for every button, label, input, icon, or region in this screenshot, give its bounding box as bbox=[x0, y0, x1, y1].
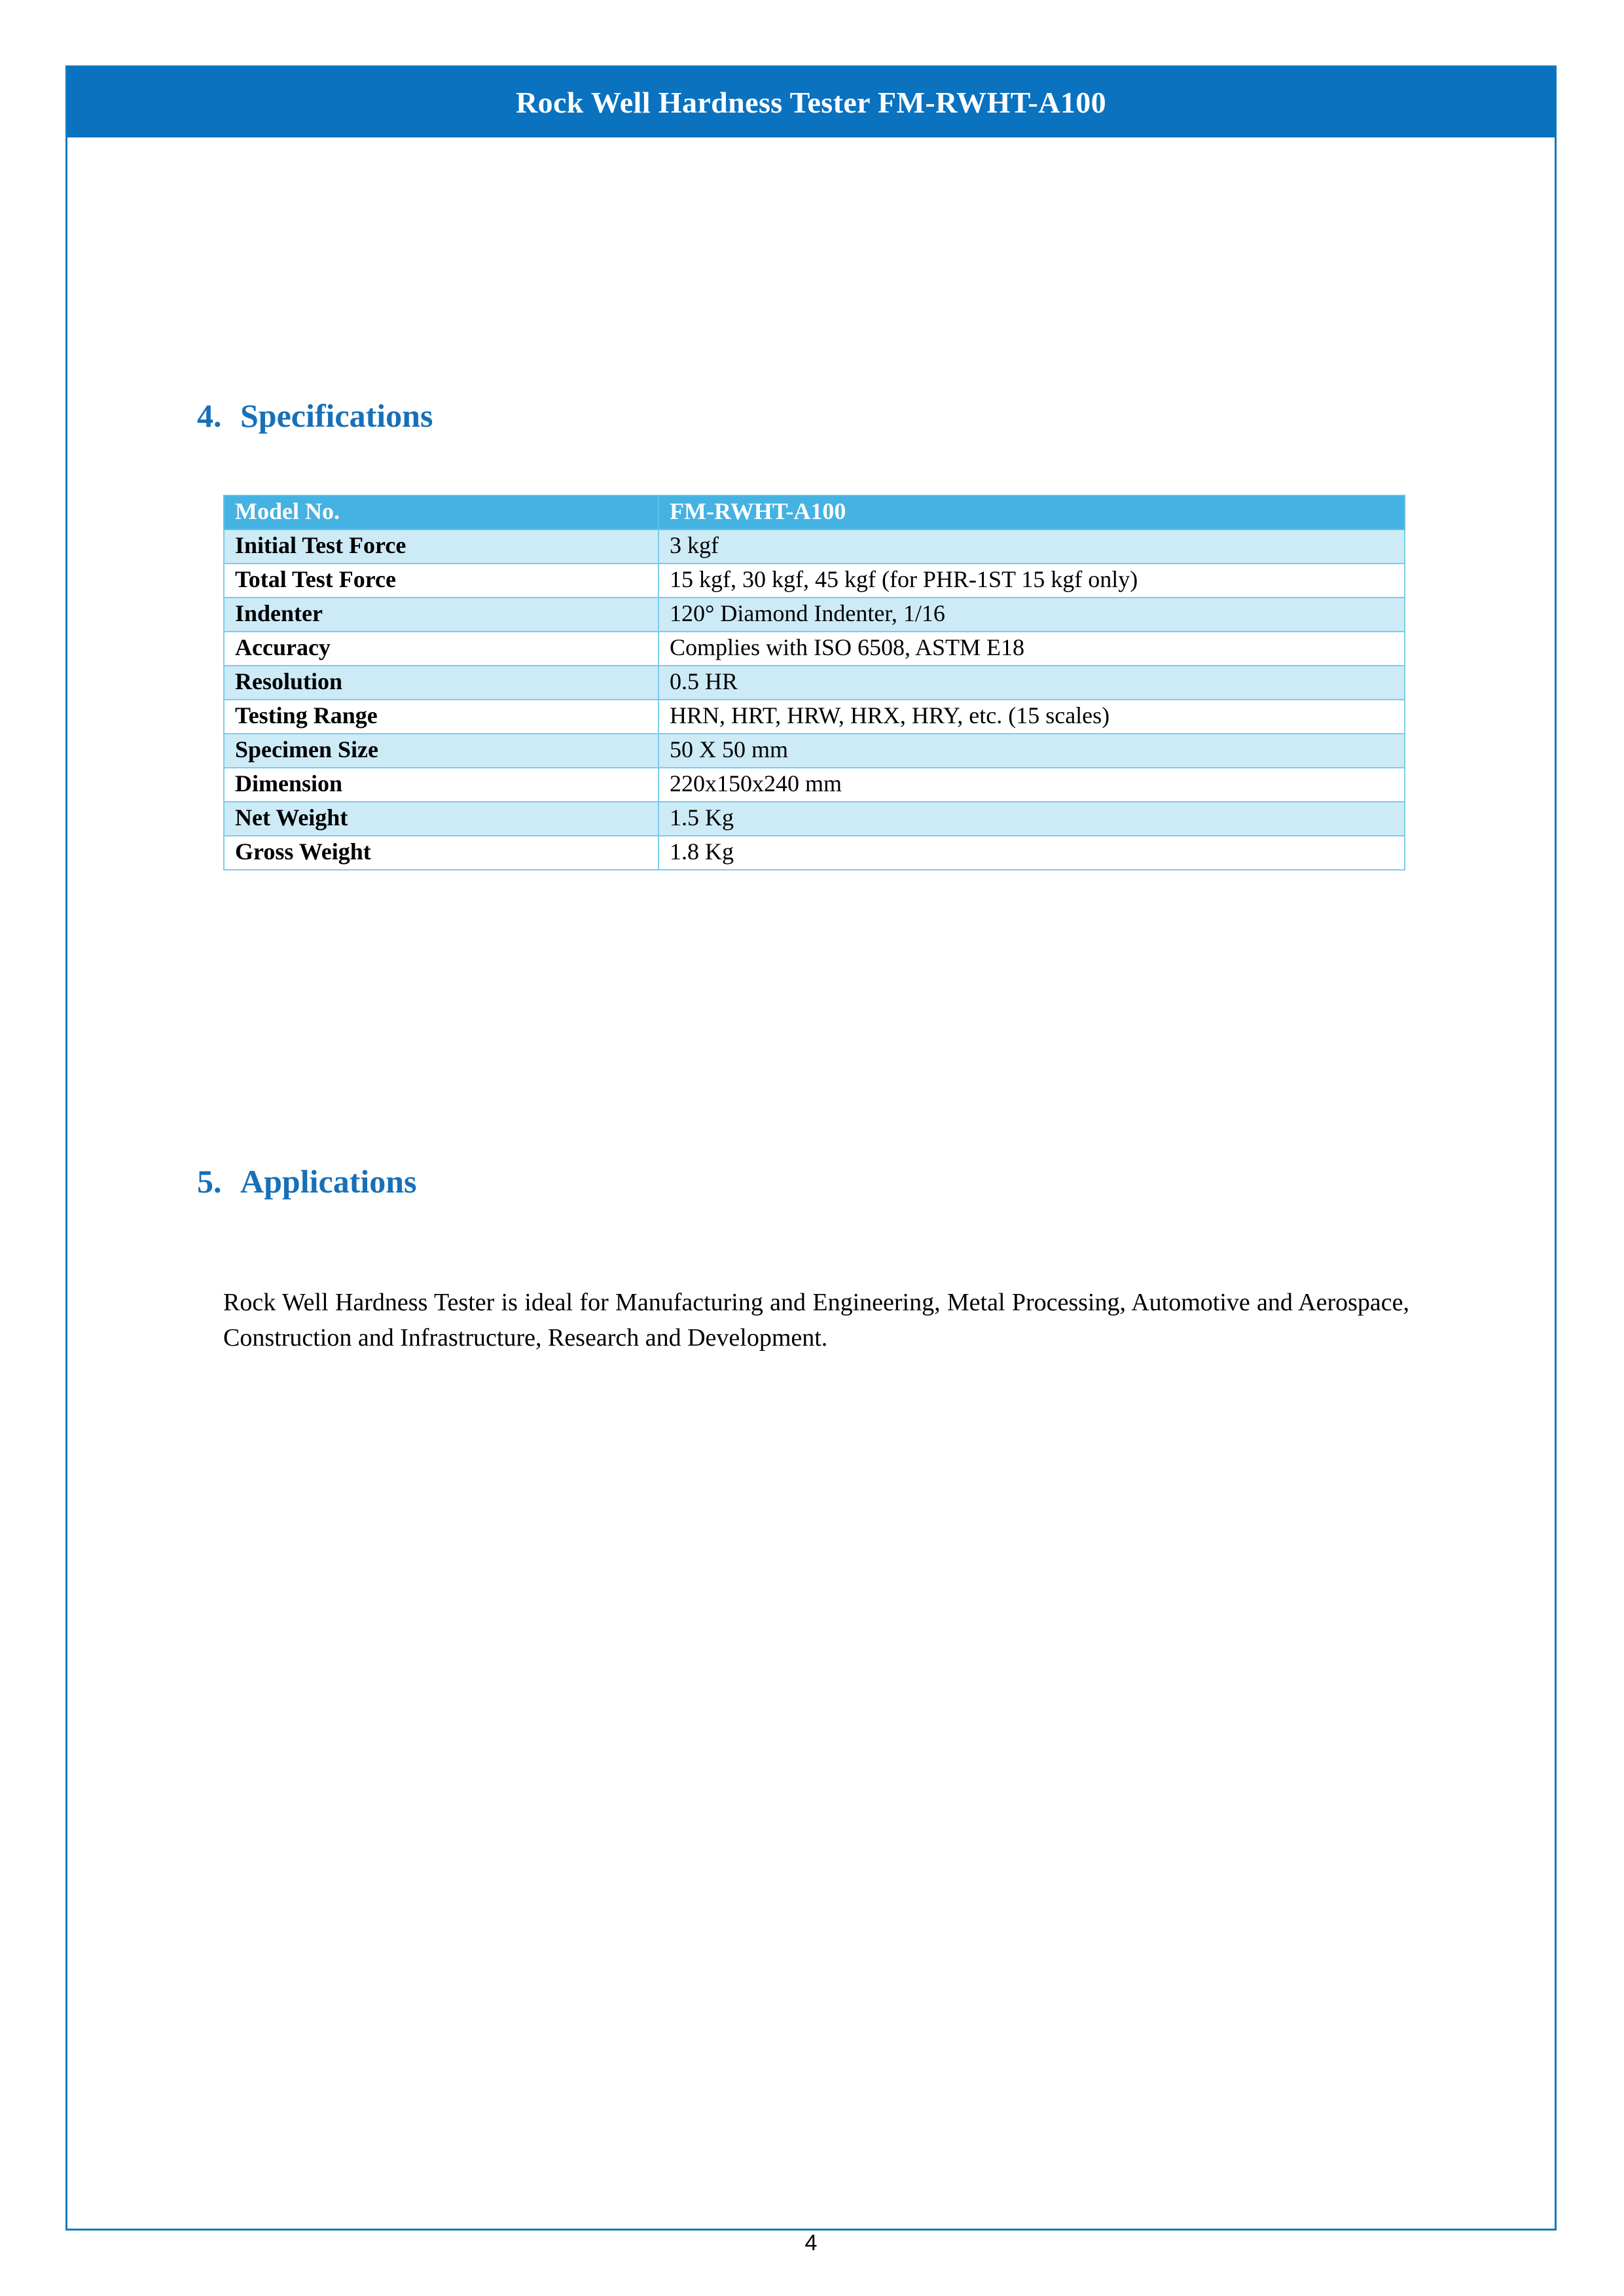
table-row bbox=[224, 564, 1405, 598]
table-row bbox=[224, 802, 1405, 836]
applications-paragraph: Rock Well Hardness Tester is ideal for Manufacturing and Engineering, Metal Processing, Automotive and Aerospace, Construction and Infrastructure, Research and Development. bbox=[223, 1289, 1409, 1352]
table-cell-value: 1.5 Kg bbox=[659, 802, 1405, 836]
page-frame bbox=[65, 65, 1557, 2255]
table-cell-key: Specimen Size bbox=[224, 734, 659, 768]
table-cell-value: HRN, HRT, HRW, HRX, HRY, etc. (15 scales) bbox=[659, 700, 1405, 734]
table-header-key: Model No. bbox=[224, 495, 659, 529]
page-number: 4 bbox=[804, 2231, 818, 2255]
table-cell-key: Indenter bbox=[224, 598, 659, 632]
table-cell-value: 50 X 50 mm bbox=[659, 734, 1405, 768]
table-row bbox=[224, 700, 1405, 734]
table-cell-value: Complies with ISO 6508, ASTM E18 bbox=[659, 632, 1405, 666]
specifications-table-body bbox=[224, 529, 1405, 870]
table-cell-value: 1.8 Kg bbox=[659, 836, 1405, 870]
header-banner bbox=[67, 67, 1555, 137]
table-cell-key: Dimension bbox=[224, 768, 659, 802]
table-header-row bbox=[224, 495, 1405, 529]
table-cell-value: 220x150x240 mm bbox=[659, 768, 1405, 802]
table-cell-key: Accuracy bbox=[224, 632, 659, 666]
table-row bbox=[224, 666, 1405, 700]
table-header-value: FM-RWHT-A100 bbox=[659, 495, 1405, 529]
table-cell-key: Testing Range bbox=[224, 700, 659, 734]
table-cell-key: Resolution bbox=[224, 666, 659, 700]
table-row bbox=[224, 768, 1405, 802]
section-label-applications: Applications bbox=[240, 1163, 417, 1200]
section-number-specifications: 4. bbox=[197, 397, 222, 434]
section-number-applications: 5. bbox=[197, 1163, 222, 1200]
table-cell-key: Gross Weight bbox=[224, 836, 659, 870]
section-heading-specifications bbox=[197, 397, 433, 435]
table-cell-key: Net Weight bbox=[224, 802, 659, 836]
table-row bbox=[224, 529, 1405, 564]
table-cell-key: Total Test Force bbox=[224, 564, 659, 598]
banner-title: Rock Well Hardness Tester FM-RWHT-A100 bbox=[515, 86, 1107, 119]
section-heading-applications bbox=[197, 1162, 417, 1200]
table-row bbox=[224, 836, 1405, 870]
table-cell-value: 120° Diamond Indenter, 1/16 bbox=[659, 598, 1405, 632]
table-cell-value: 0.5 HR bbox=[659, 666, 1405, 700]
table-row bbox=[224, 598, 1405, 632]
table-cell-value: 15 kgf, 30 kgf, 45 kgf (for PHR-1ST 15 kgf only) bbox=[659, 564, 1405, 598]
page-content bbox=[67, 137, 1555, 2255]
table-row bbox=[224, 734, 1405, 768]
table-cell-key: Initial Test Force bbox=[224, 529, 659, 564]
specifications-table bbox=[223, 495, 1405, 870]
table-cell-value: 3 kgf bbox=[659, 529, 1405, 564]
table-row bbox=[224, 632, 1405, 666]
section-label-specifications: Specifications bbox=[240, 397, 433, 434]
